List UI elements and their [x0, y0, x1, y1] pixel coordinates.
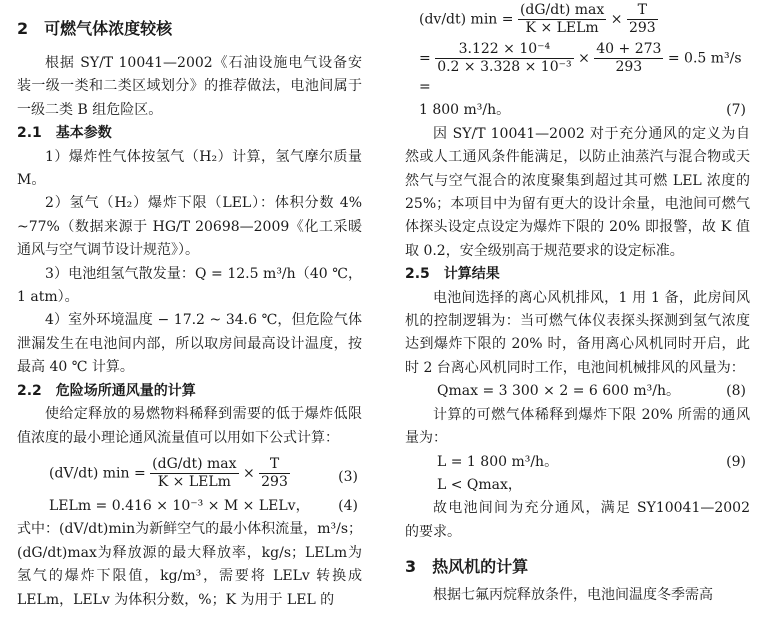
- eq3-lhs: (dV/dt) min =: [49, 465, 146, 482]
- subsection-heading-2-5: 2.5 计算结果: [405, 266, 500, 283]
- paragraph: 使给定释放的易燃物料稀释到需要的低于爆炸低限值浓度的最小理论通风流量值可以用如下公式计算：: [17, 406, 362, 446]
- eqb-times: ×: [578, 50, 590, 67]
- paragraph: 4）室外环境温度 − 17.2 ~ 34.6 ℃，但危险气体泄漏发生在电池间内部，所以取房间最高设计温度，按最高 40 ℃ 计算。: [17, 312, 362, 376]
- section-heading-3: 3 热风机的计算: [405, 557, 529, 577]
- equation-number: (9): [726, 453, 746, 470]
- paragraph: 故电池间间为充分通风，满足 SY10041—2002 的要求。: [405, 500, 750, 540]
- paragraph: 根据七氟丙烷释放条件，电池间温度冬季需高: [433, 587, 713, 604]
- eqb-denominator-2: 293: [615, 59, 643, 75]
- eqa-times: ×: [610, 11, 623, 28]
- eqa-numerator-2: T: [627, 2, 658, 20]
- eqa-lhs: (dv/dt) min =: [419, 11, 514, 28]
- eqb-denominator: 0.2 × 3.328 × 10⁻³: [437, 59, 572, 75]
- paragraph: 根据 SY/T 10041—2002《石油设施电气设备安装一级一类和二类区域划分》的推荐做法，电池间属于一级二类 B 组危险区。: [17, 55, 362, 118]
- equation-a: [405, 2, 750, 37]
- eq3-times: ×: [242, 465, 255, 482]
- eq3-numerator: (dG/dt) max: [152, 455, 237, 472]
- equation-9: [405, 451, 750, 474]
- subsection-heading-2-2: 2.2 危险场所通风量的计算: [17, 382, 196, 399]
- equation-number: (4): [338, 497, 358, 514]
- eq3-denominator-2: 293: [261, 473, 288, 490]
- paragraph: 式中：(dV/dt)min为新鲜空气的最小体积流量，m³/s；(dG/dt)max为释放源的最大释放率，kg/s；LELm为氢气的爆炸下限值，kg/m³，需要将 LELv 转换成 LELm，LELv 为体积分数，%；K 为用于 LEL 的: [17, 521, 362, 608]
- eqb-numerator-2: 40 + 273: [596, 41, 662, 57]
- eq3-numerator-2: T: [259, 456, 290, 474]
- eqb-numerator: 3.122 × 10⁻⁴: [435, 41, 573, 59]
- eq8-body: Qmax = 3 300 × 2 = 6 600 m³/h。: [437, 383, 681, 400]
- paragraph: 2）氢气（H₂）爆炸下限（LEL）：体积分数 4% ~77%（数据来源于 HG/T 20698—2009《化工采暖通风与空气调节设计规范》）。: [17, 195, 362, 259]
- equation-4: [17, 495, 362, 518]
- eq3-denominator: K × LELm: [157, 473, 231, 490]
- equation-8: [405, 380, 750, 403]
- left-column: [17, 0, 362, 612]
- equation-number: (8): [726, 383, 746, 400]
- paragraph: 计算的可燃气体稀释到爆炸下限 20% 所需的通风量为：: [405, 406, 750, 447]
- eq10-body: L < Qmax，: [437, 476, 522, 493]
- eqb-equals: =: [419, 50, 431, 67]
- right-column: [405, 0, 750, 608]
- eq4-body: LELm = 0.416 × 10⁻³ × M × LELv，: [49, 497, 310, 514]
- equation-number: (7): [726, 102, 746, 119]
- paragraph: 1）爆炸性气体按氢气（H₂）计算，氢气摩尔质量 M。: [17, 148, 362, 189]
- subsection-heading-2-1: 2.1 基本参数: [17, 125, 112, 142]
- eqa-fraction: [518, 2, 606, 37]
- paragraph: 电池间选择的离心风机排风，1 用 1 备，此房间风机的控制逻辑为：当可燃气体仪表探头探测到氢气浓度达到爆炸下限的 20% 时，备用离心风机同时开启，此时 2 台离心风机同时工作，电池间机械排风的风量为：: [405, 289, 750, 376]
- paragraph: 因 SY/T 10041—2002 对于充分通风的定义为自然或人工通风条件能满足，以防止油蒸汽与混合物或天然气与空气混合的浓度聚集到超过其可燃 LEL 浓度的 25%；本项目中为留有更大的设计余量，电池间可燃气体探头设定点设定为爆炸下限的 20% 即报警，故 K 值取 0.2，安全级别高于规范要求的设定标准。: [405, 125, 750, 259]
- eqb-fraction: [435, 41, 573, 76]
- eqa-denominator: K × LELm: [525, 20, 599, 36]
- paragraph: 3）电池组氢气散发量：Q = 12.5 m³/h（40 ℃，1 atm）。: [17, 265, 362, 306]
- eqb-fraction-2: [594, 41, 663, 76]
- eqa-numerator: (dG/dt) max: [519, 2, 605, 18]
- equation-b: [405, 41, 750, 99]
- equation-7: [405, 99, 750, 122]
- eq3-fraction-2: [259, 456, 290, 491]
- eqb-tail: 1 800 m³/h。: [419, 102, 511, 119]
- equation-10: [405, 474, 750, 497]
- eqb-result: = 0.5 m³/s =: [419, 50, 742, 95]
- eq9-body: L = 1 800 m³/h。: [437, 453, 559, 470]
- eq3-fraction: [150, 456, 238, 491]
- equation-3: [17, 456, 362, 491]
- eqa-denominator-2: 293: [628, 20, 656, 36]
- eqa-fraction-2: [627, 2, 658, 37]
- equation-number: (3): [338, 468, 358, 485]
- section-heading-2: 2 可燃气体浓度较核: [17, 19, 173, 38]
